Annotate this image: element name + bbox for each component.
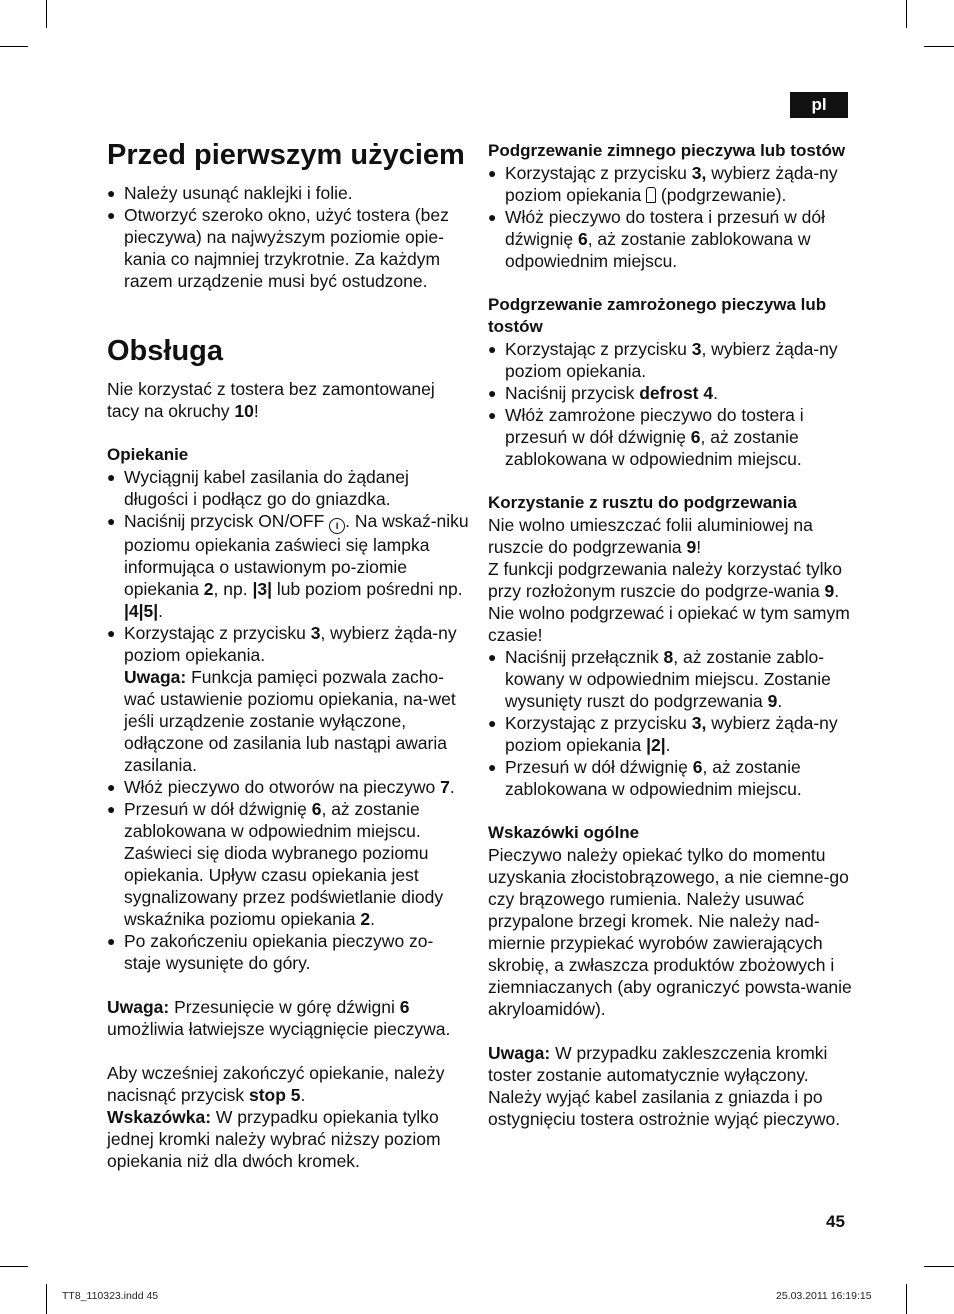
list-item: ● Korzystając z przycisku 3, wybierz żąda-ny poziom opiekania. xyxy=(488,338,852,382)
list-item: ● Otworzyć szeroko okno, użyć tostera (bez pieczywa) na najwyższym poziomie opie-kania co najmniej trzykrotnie. Za każdym razem urządzenie musi być ostudzone. xyxy=(107,204,469,292)
rack-paragraph: Nie wolno podgrzewać i opiekać w tym samym czasie! xyxy=(488,603,850,645)
list-item: ● Przesuń w dół dźwignię 6, aż zostanie zablokowana w odpowiednim miejscu. xyxy=(488,756,852,800)
right-column xyxy=(488,140,852,1130)
crop-mark xyxy=(0,1266,28,1267)
list-item: ● Wyciągnij kabel zasilania do żądanej długości i podłącz go do gniazdka. xyxy=(107,466,469,510)
rack-list xyxy=(488,646,852,800)
general-paragraph: Pieczywo należy opiekać tylko do momentu uzyskania złocistobrązowego, a nie ciemne-go czy brązowego rumienia. Należy usuwać przypalone brzegi kromek. Nie należy nad-miernie przypiekać wyrobów zawierających skrobię, a zwłaszcza produktów zbożowych i ziemniaczanych (aby ograniczyć powsta-wanie akryloamidów). xyxy=(488,845,852,1019)
subheading-general-tips: Wskazówki ogólne xyxy=(488,823,640,842)
subheading-frozen: Podgrzewanie zamrożonego pieczywa lub tostów xyxy=(488,295,827,336)
intro-paragraph: Nie korzystać z tostera bez zamontowanej tacy na okruchy 10! xyxy=(107,379,435,421)
toasting-list xyxy=(107,466,469,974)
footer-file-info: TT8_110323.indd 45 xyxy=(62,1290,159,1302)
section-title-operation: Obsługa xyxy=(107,335,224,367)
list-item: ● Korzystając z przycisku 3, wybierz żąda-ny poziom opiekania |2|. xyxy=(488,712,852,756)
list-item: ● Włóż zamrożone pieczywo do tostera i przesuń w dół dźwignię 6, aż zostanie zablokowana w odpowiednim miejscu. xyxy=(488,404,852,470)
crop-mark xyxy=(924,46,954,47)
list-item: ● Naciśnij przycisk defrost 4. xyxy=(488,382,852,404)
list-item: ● Włóż pieczywo do otworów na pieczywo 7. xyxy=(107,776,469,798)
crop-mark xyxy=(46,0,47,28)
subheading-reheating: Podgrzewanie zimnego pieczywa lub tostów xyxy=(488,141,846,160)
reheat-icon xyxy=(646,187,656,203)
list-item: ● Przesuń w dół dźwignię 6, aż zostanie zablokowana w odpowiednim miejscu. Zaświeci się dioda wybranego poziomu opiekania. Upływ czasu opiekania jest sygnalizowany przez podświetlanie diody wskaźnika poziomu opiekania 2. xyxy=(107,798,469,930)
crop-mark xyxy=(924,1266,954,1267)
section-title-before-first-use: Przed pierwszym użyciem xyxy=(107,139,465,171)
crop-mark xyxy=(0,46,28,47)
crop-mark xyxy=(906,0,907,28)
footer-timestamp: 25.03.2011 16:19:15 xyxy=(776,1290,872,1302)
stop-paragraph: Aby wcześniej zakończyć opiekanie, należy nacisnąć przycisk stop 5. xyxy=(107,1063,445,1105)
note-paragraph: Uwaga: Przesunięcie w górę dźwigni 6 umożliwia łatwiejsze wyciągnięcie pieczywa. xyxy=(107,997,451,1039)
subheading-rack: Korzystanie z rusztu do podgrzewania xyxy=(488,493,797,512)
list-item: ● Korzystając z przycisku 3, wybierz żąda-ny poziom opiekania (podgrzewanie). xyxy=(488,162,852,206)
frozen-list xyxy=(488,338,852,470)
list-item: ● Naciśnij przycisk ON/OFF I . Na wskaź-niku poziomu opiekania zaświeci się lampka informująca o ustawionym po-ziomie opiekania 2, np. |3| lub poziom pośredni np. |4|5|. xyxy=(107,510,469,622)
rack-paragraph: Z funkcji podgrzewania należy korzystać tylko przy rozłożonym ruszcie do podgrze-wania 9. xyxy=(488,559,843,601)
subheading-toasting: Opiekanie xyxy=(107,445,189,464)
crop-mark xyxy=(906,1284,907,1314)
list-item: ● Korzystając z przycisku 3, wybierz żąda-ny poziom opiekania. Uwaga: Funkcja pamięci pozwala zacho-wać ustawienie poziomu opiekania, na-wet jeśli urządzenie zostanie wyłączone, odłączone od zasilania lub nastąpi awaria zasilania. xyxy=(107,622,469,776)
left-column xyxy=(107,136,469,1172)
tip-paragraph: Wskazówka: W przypadku opiekania tylko jednej kromki należy wybrać niższy poziom opiekania niż dla dwóch kromek. xyxy=(107,1107,441,1171)
language-tab: pl xyxy=(790,92,848,118)
page-number: 45 xyxy=(826,1212,845,1231)
rack-paragraph: Nie wolno umieszczać folii aluminiowej na ruszcie do podgrzewania 9! xyxy=(488,515,813,557)
list-item: ● Naciśnij przełącznik 8, aż zostanie zablo-kowany w odpowiednim miejscu. Zostanie wysunięty ruszt do podgrzewania 9. xyxy=(488,646,852,712)
note-label: Uwaga: xyxy=(124,667,187,687)
power-icon: I xyxy=(329,518,345,534)
list-item: ● Po zakończeniu opiekania pieczywo zo-staje wysunięte do góry. xyxy=(107,930,469,974)
list-item: ● Należy usunąć naklejki i folie. xyxy=(107,182,469,204)
reheating-list xyxy=(488,162,852,272)
jam-note-paragraph: Uwaga: W przypadku zakleszczenia kromki toster zostanie automatycznie wyłączony. Należy wyjąć kabel zasilania z gniazda i po ostygnięciu tostera ostrożnie wyjąć pieczywo. xyxy=(488,1043,841,1129)
crop-mark xyxy=(46,1284,47,1314)
list-item: ● Włóż pieczywo do tostera i przesuń w dół dźwignię 6, aż zostanie zablokowana w odpowiednim miejscu. xyxy=(488,206,852,272)
prep-list xyxy=(107,182,469,292)
